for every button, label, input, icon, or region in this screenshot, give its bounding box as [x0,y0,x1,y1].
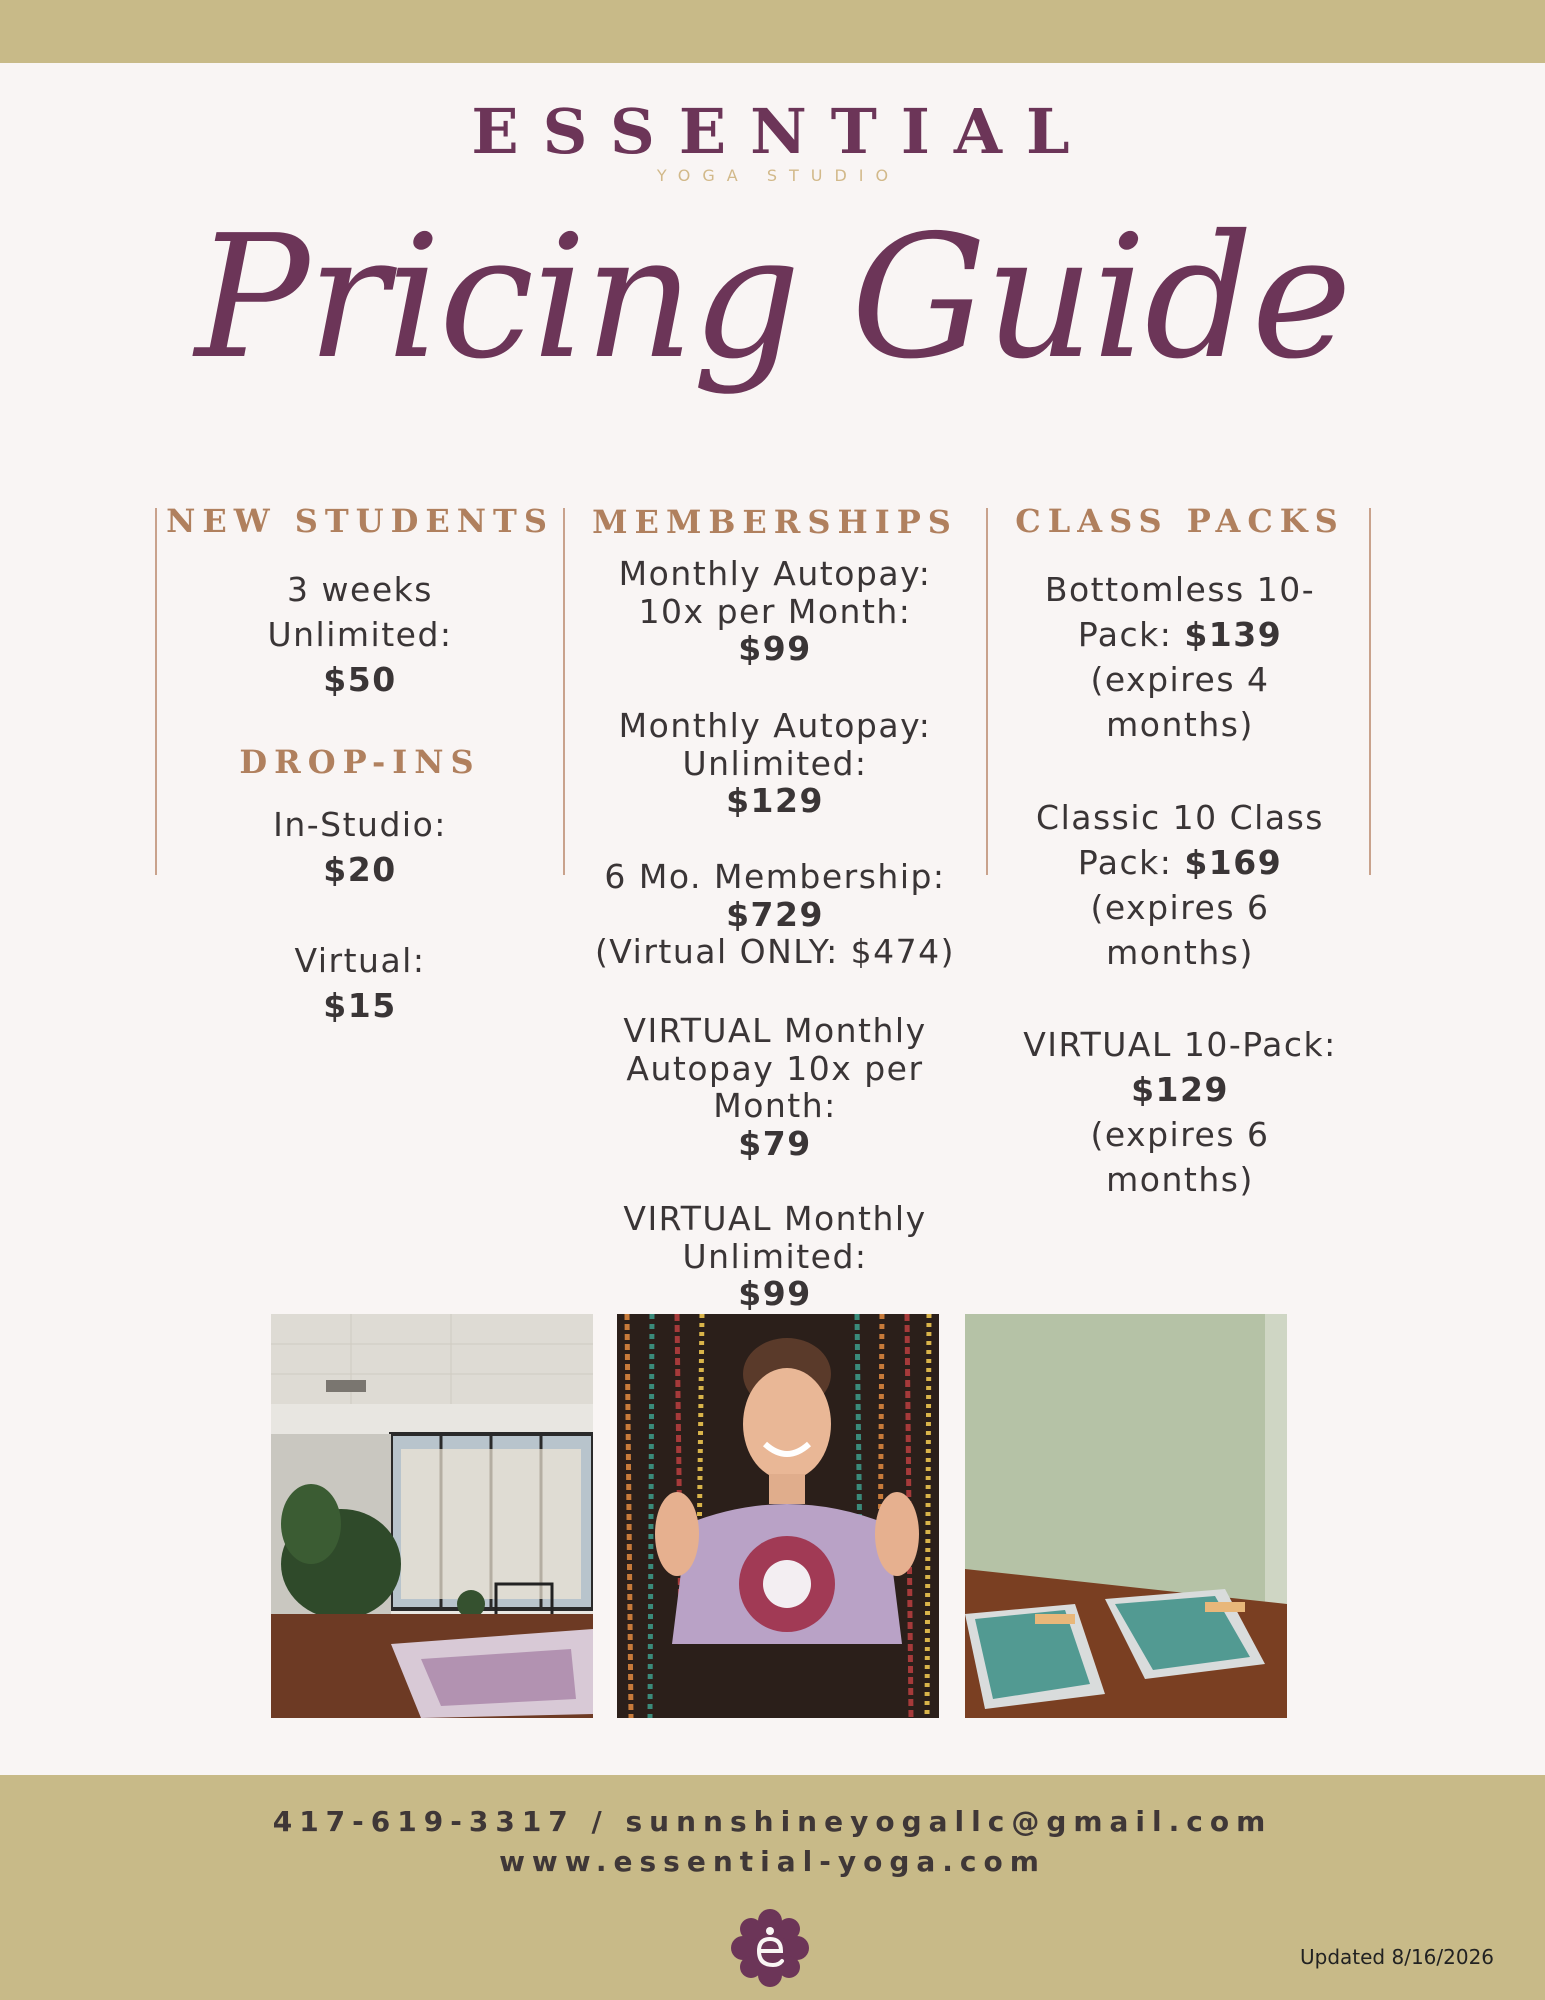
offer-line: months) [1106,933,1254,972]
class-pack-offer [990,795,1370,975]
class-packs-heading: CLASS PACKS [1015,502,1345,540]
drop-in-virtual [165,938,555,1028]
offer-price: $99 [738,629,812,668]
contact-line: 417-619-3317 / sunnshineyogallc@gmail.com [272,1805,1273,1838]
brand-name: ESSENTIAL [471,95,1094,168]
studio-logo [729,1907,811,1989]
offer-line: 3 weeks [287,570,433,609]
offer-price: $729 [726,894,824,934]
offer-price: $99 [738,1274,812,1313]
offer-line: VIRTUAL Monthly [623,1011,927,1050]
offer-line: Unlimited: [682,743,868,783]
studio-room-photo [271,1314,593,1718]
offer-line: months) [1106,1160,1254,1199]
offer-price: $139 [1184,615,1283,654]
offer-line: 6 Mo. Membership: [604,857,946,896]
offer-line: Autopay 10x per [626,1048,924,1088]
brand-subtitle: YOGA STUDIO [656,166,901,185]
new-students-offer [165,567,555,702]
mats-photo [965,1314,1287,1718]
divider-line [155,508,157,875]
membership-offer [565,858,985,971]
offer-line: Virtual: [294,941,426,980]
offer-text: Pack: [1077,615,1185,654]
instructor-photo [617,1314,939,1718]
page-title: Pricing Guide [194,199,1351,397]
class-pack-offer [990,567,1370,747]
offer-line: (expires 6 [1090,888,1270,927]
offer-line: VIRTUAL Monthly [623,1199,927,1238]
membership-offer [565,1012,985,1162]
offer-price: $20 [323,850,397,889]
updated-date: Updated 8/16/2026 [1300,1945,1495,1969]
offer-line: Unlimited: [267,615,453,654]
offer-line: Classic 10 Class [1036,798,1324,837]
offer-price: $129 [726,781,824,820]
offer-price: $129 [1131,1070,1229,1109]
offer-line: Month: [713,1086,837,1125]
offer-line: Monthly Autopay: [618,554,932,593]
drop-ins-heading: DROP-INS [239,743,481,781]
offer-line: (expires 4 [1090,660,1270,699]
offer-line: months) [1106,705,1254,744]
offer-line [990,840,1370,885]
offer-price: $50 [323,660,397,699]
offer-line: In-Studio: [273,805,447,844]
drop-in-in-studio [165,802,555,892]
membership-offer [565,555,985,668]
offer-line: 10x per Month: [638,591,912,631]
offer-line: Monthly Autopay: [618,706,932,745]
offer-text: Pack: [1077,843,1185,882]
website-link[interactable]: www.essential-yoga.com [499,1845,1046,1878]
offer-price: $15 [323,986,397,1025]
membership-offer [565,707,985,820]
offer-note: (Virtual ONLY: $474) [594,932,956,971]
offer-line [990,612,1370,657]
offer-line: VIRTUAL 10-Pack: [1023,1025,1337,1064]
membership-offer [565,1200,985,1313]
top-band [0,0,1545,63]
offer-price: $79 [738,1123,812,1163]
offer-line: Unlimited: [682,1236,868,1276]
offer-price: $169 [1184,843,1283,882]
new-students-heading: NEW STUDENTS [166,502,554,540]
offer-line: Bottomless 10- [1044,570,1316,609]
class-pack-offer [990,1022,1370,1202]
memberships-heading: MEMBERSHIPS [592,503,958,541]
offer-line: (expires 6 [1090,1115,1270,1154]
divider-line [986,508,988,875]
